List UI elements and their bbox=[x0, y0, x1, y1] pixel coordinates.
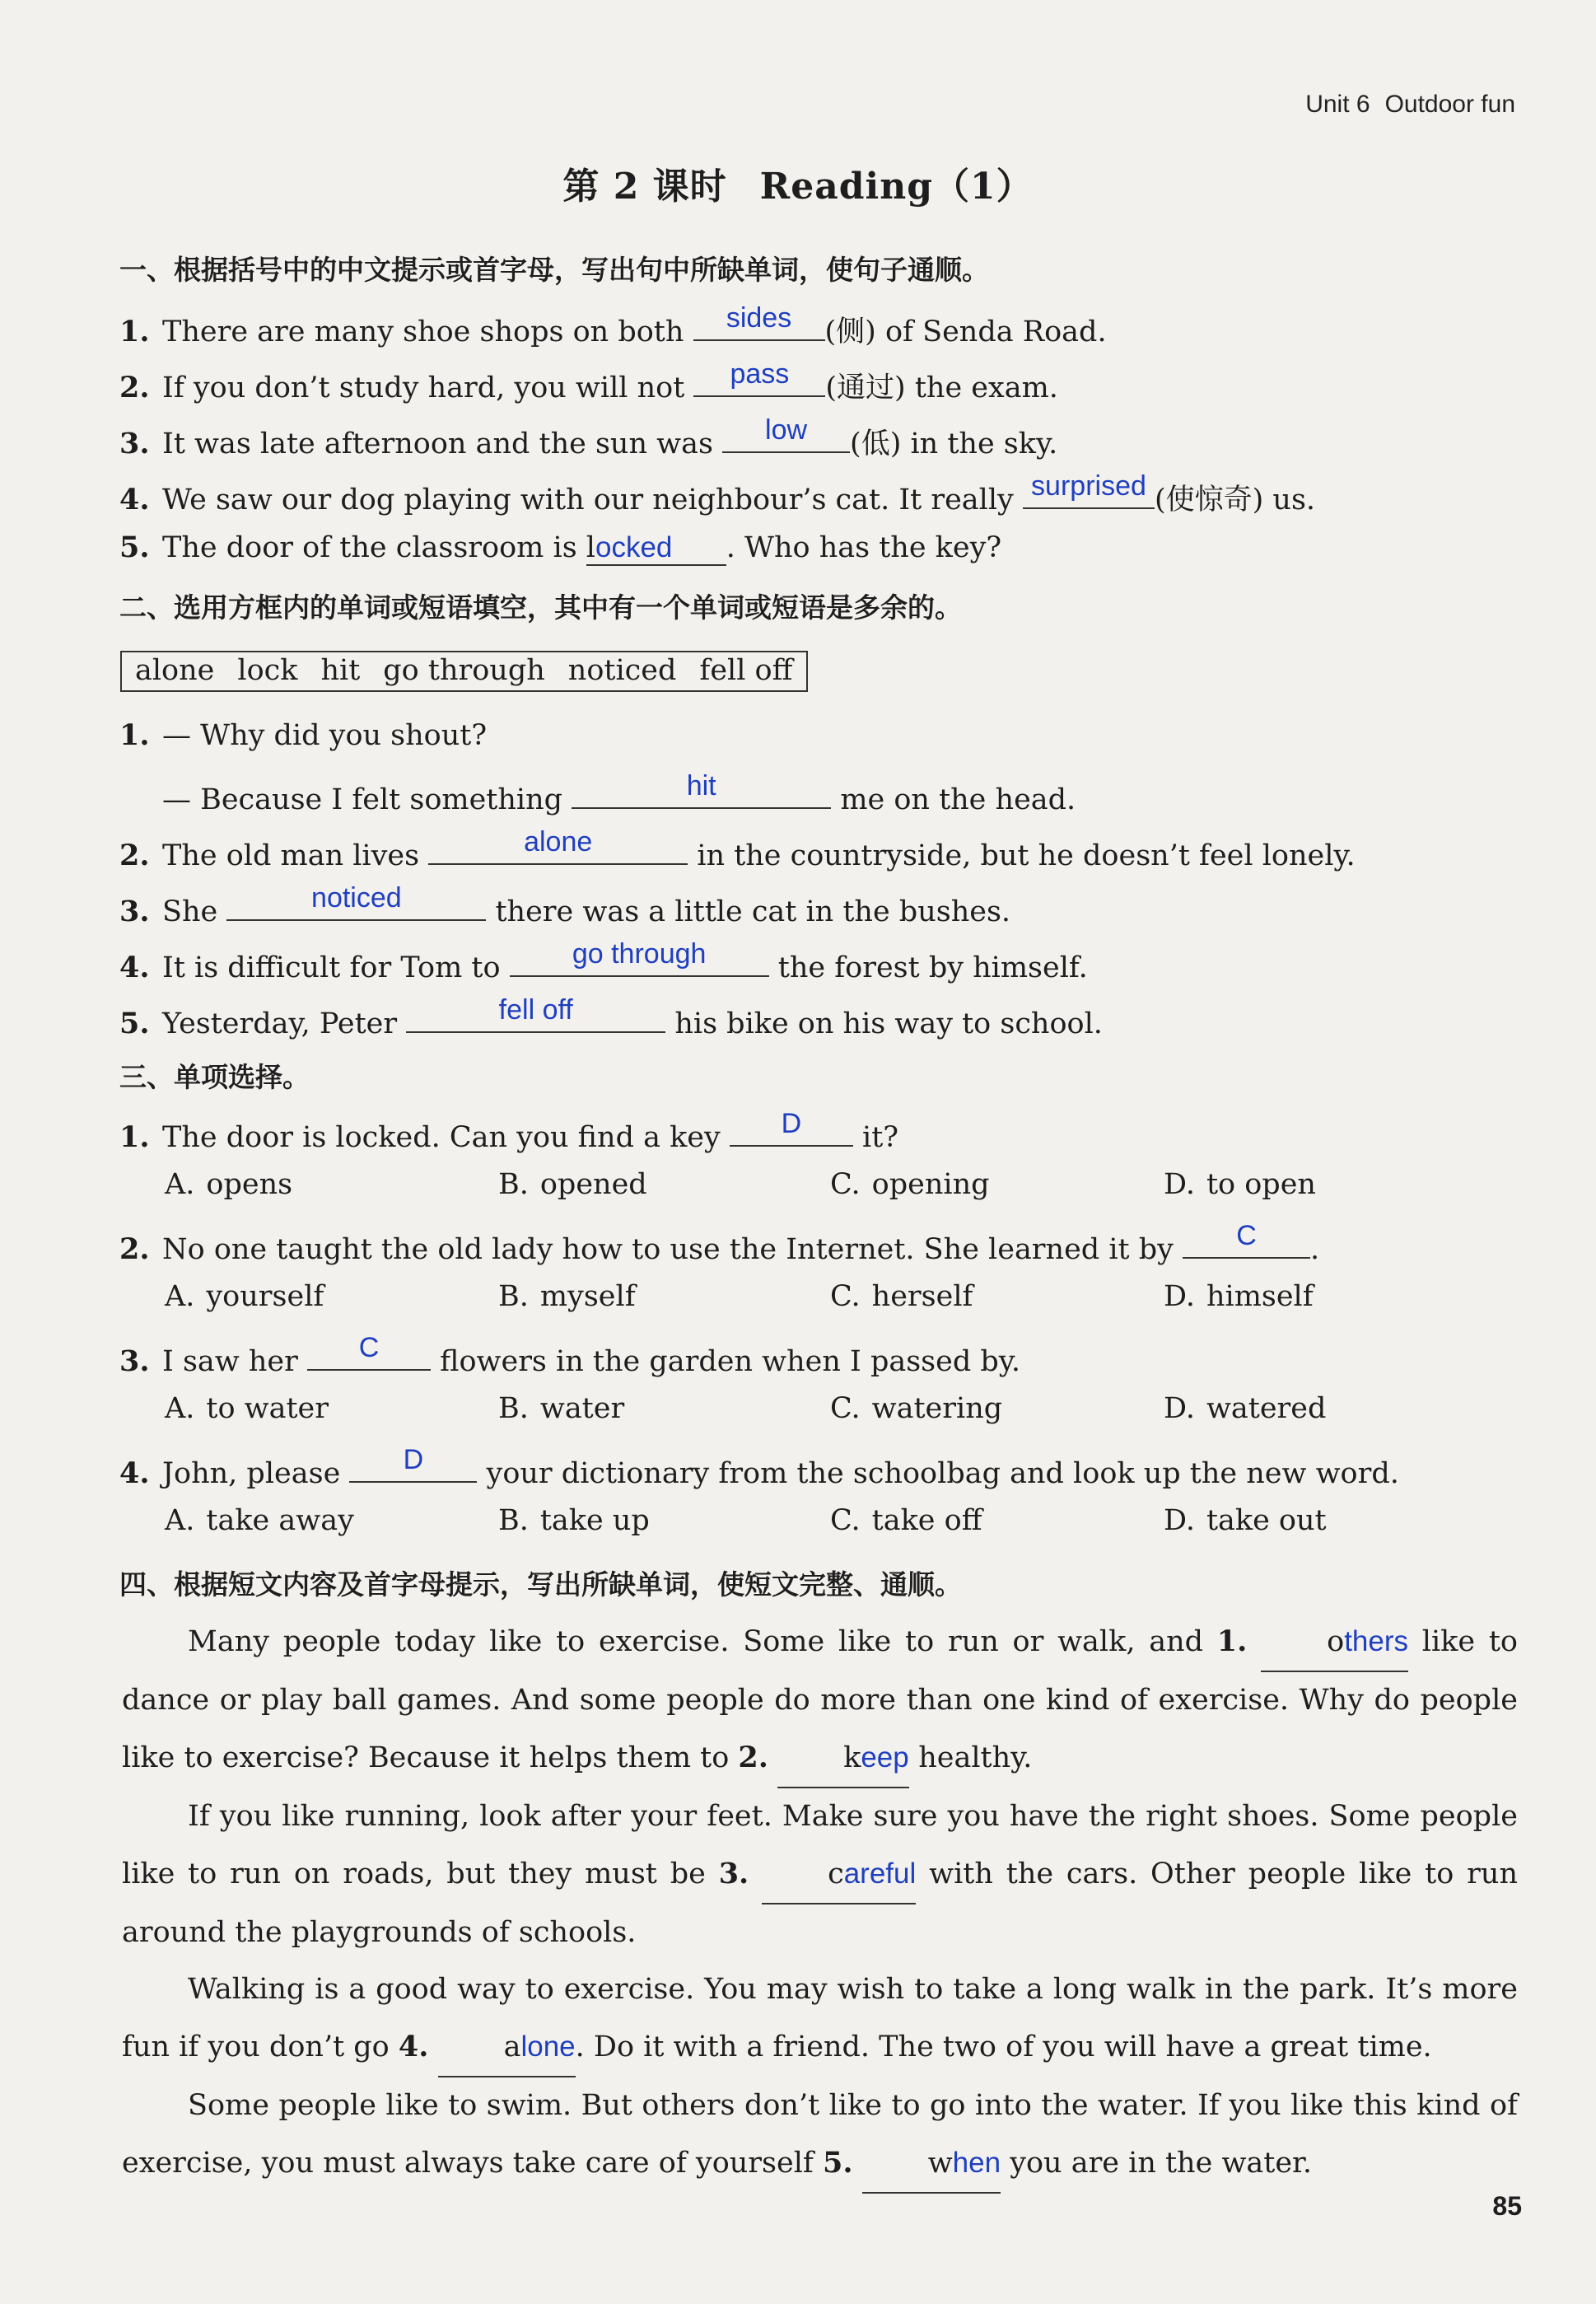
answer-blank[interactable]: D bbox=[349, 1448, 477, 1483]
word-option: go through bbox=[383, 654, 545, 687]
section2-heading: 二、选用方框内的单词或短语填空，其中有一个单词或短语是多余的。 bbox=[119, 591, 962, 624]
section4-heading: 四、根据短文内容及首字母提示，写出所缺单词，使短文完整、通顺。 bbox=[119, 1568, 962, 1601]
lesson-label: 第 2 课时 bbox=[562, 166, 727, 208]
s3-item-2-option-b[interactable]: B. myself bbox=[498, 1280, 636, 1313]
word-option: lock bbox=[237, 654, 298, 687]
s3-item-4: 4. John, please D your dictionary from the schoolbag and look up the new word. bbox=[119, 1444, 1399, 1490]
unit-label: Unit 6 bbox=[1305, 91, 1370, 118]
s3-item-1: 1. The door is locked. Can you find a key D it? bbox=[119, 1108, 899, 1154]
s2-item-1-answer: — Because I felt something hit me on the head. bbox=[162, 770, 1076, 816]
s3-item-1-option-b[interactable]: B. opened bbox=[498, 1168, 647, 1201]
section1-heading: 一、根据括号中的中文提示或首字母，写出句中所缺单词，使句子通顺。 bbox=[119, 254, 989, 286]
s3-item-3-option-b[interactable]: B. water bbox=[498, 1392, 625, 1425]
s3-item-3-option-d[interactable]: D. watered bbox=[1164, 1392, 1327, 1425]
s3-item-3-option-a[interactable]: A. to water bbox=[165, 1392, 329, 1425]
s3-item-2: 2. No one taught the old lady how to use the Internet. She learned it by C . bbox=[119, 1220, 1320, 1266]
s2-item-1-question: 1. — Why did you shout? bbox=[119, 718, 488, 752]
answer-blank[interactable]: alone bbox=[428, 830, 688, 865]
page-number: 85 bbox=[1492, 2191, 1522, 2221]
answer-blank[interactable]: locked bbox=[586, 531, 726, 566]
passage-paragraph-4: Some people like to swim. But others don’t like to go into the water. If you like this kind of exercise, you must always take care of yourself 5. when you are in the water. bbox=[122, 2077, 1518, 2194]
s3-item-4-option-a[interactable]: A. take away bbox=[165, 1504, 354, 1537]
s1-item-3: 3. It was late afternoon and the sun was low (低) in the sky. bbox=[119, 414, 1058, 460]
answer-blank[interactable]: C bbox=[1183, 1224, 1310, 1259]
s1-item-5: 5. The door of the classroom is locked . Who has the key? bbox=[119, 530, 1002, 564]
s3-item-2-option-a[interactable]: A. yourself bbox=[165, 1280, 324, 1313]
answer-blank[interactable]: pass bbox=[693, 362, 825, 397]
answer-blank[interactable]: D bbox=[730, 1112, 853, 1147]
answer-blank[interactable]: when bbox=[862, 2134, 1001, 2194]
answer-blank[interactable]: others bbox=[1261, 1613, 1408, 1672]
answer-blank[interactable]: noticed bbox=[226, 886, 486, 921]
word-option: fell off bbox=[699, 654, 793, 687]
s3-item-2-option-c[interactable]: C. herself bbox=[830, 1280, 973, 1313]
answer-blank[interactable]: low bbox=[722, 418, 850, 453]
answer-blank[interactable]: alone bbox=[438, 2018, 576, 2077]
passage-paragraph-1: Many people today like to exercise. Some like to run or walk, and 1. others like to dance or play ball games. And some people do more than one kind of exercise. Why do people like to exercise? Because it helps them to 2. keep healthy. bbox=[122, 1613, 1518, 1788]
s1-item-1: 1. There are many shoe shops on both sides (侧) of Senda Road. bbox=[119, 302, 1107, 348]
s1-item-2: 2. If you don’t study hard, you will not pass (通过) the exam. bbox=[119, 358, 1058, 404]
s2-item-3: 3. She noticed there was a little cat in the bushes. bbox=[119, 882, 1011, 928]
s3-item-2-option-d[interactable]: D. himself bbox=[1164, 1280, 1314, 1313]
s2-item-5: 5. Yesterday, Peter fell off his bike on his way to school. bbox=[119, 994, 1103, 1040]
word-option: alone bbox=[135, 654, 215, 687]
answer-blank[interactable]: C bbox=[307, 1336, 431, 1371]
passage-paragraph-3: Walking is a good way to exercise. You may wish to take a long walk in the park. It’s more fun if you don’t go 4. alone. Do it with a friend. The two of you will have a great time. bbox=[122, 1961, 1518, 2077]
answer-blank[interactable]: sides bbox=[693, 306, 825, 341]
answer-blank[interactable]: fell off bbox=[406, 998, 665, 1033]
word-option: hit bbox=[320, 654, 361, 687]
unit-topic: Outdoor fun bbox=[1384, 91, 1515, 118]
passage-paragraph-2: If you like running, look after your feet. Make sure you have the right shoes. Some people like to run on roads, but they must be 3. careful with the cars. Other people like to run around the playgrounds of schools. bbox=[122, 1800, 1518, 1949]
s2-item-2: 2. The old man lives alone in the countryside, but he doesn’t feel lonely. bbox=[119, 826, 1356, 872]
answer-blank[interactable]: hit bbox=[572, 774, 831, 809]
s3-item-1-option-a[interactable]: A. opens bbox=[165, 1168, 293, 1201]
answer-blank[interactable]: go through bbox=[510, 942, 769, 977]
s3-item-4-option-c[interactable]: C. take off bbox=[830, 1504, 982, 1537]
s3-item-3-option-c[interactable]: C. watering bbox=[830, 1392, 1003, 1425]
section3-heading: 三、单项选择。 bbox=[119, 1061, 310, 1093]
lesson-name: Reading（1） bbox=[759, 166, 1034, 208]
s3-item-4-option-d[interactable]: D. take out bbox=[1164, 1504, 1327, 1537]
s2-item-4: 4. It is difficult for Tom to go through the forest by himself. bbox=[119, 938, 1088, 984]
s3-item-3: 3. I saw her C flowers in the garden when I passed by. bbox=[119, 1332, 1021, 1378]
answer-blank[interactable]: careful bbox=[762, 1845, 916, 1904]
s1-item-4: 4. We saw our dog playing with our neighbour’s cat. It really surprised (使惊奇) us. bbox=[119, 470, 1316, 516]
s3-item-1-option-d[interactable]: D. to open bbox=[1164, 1168, 1316, 1201]
answer-blank[interactable]: keep bbox=[777, 1729, 909, 1788]
passage bbox=[122, 1613, 1518, 2194]
word-option: noticed bbox=[567, 654, 677, 687]
answer-blank[interactable]: surprised bbox=[1023, 474, 1155, 509]
page-title bbox=[0, 157, 1596, 209]
unit-header bbox=[1305, 91, 1515, 119]
s3-item-4-option-b[interactable]: B. take up bbox=[498, 1504, 650, 1537]
word-box bbox=[120, 651, 808, 692]
s3-item-1-option-c[interactable]: C. opening bbox=[830, 1168, 990, 1201]
